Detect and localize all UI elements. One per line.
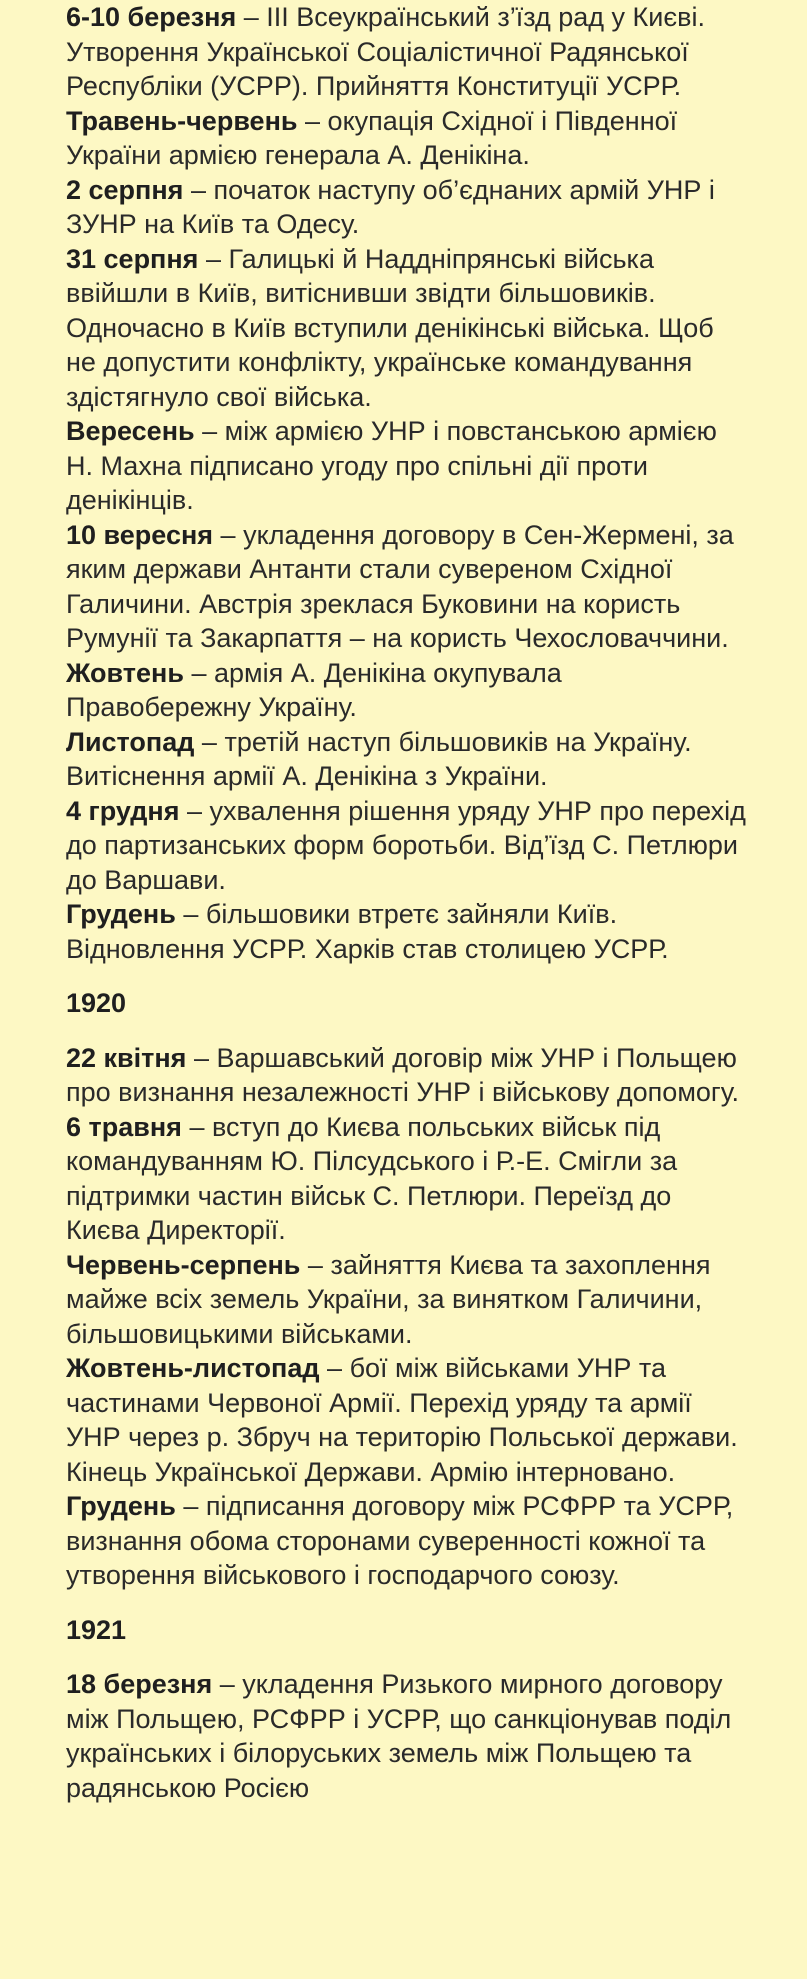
- timeline-entry: [66, 1248, 751, 1352]
- timeline-entry: [66, 1110, 751, 1248]
- entry-text: укладення Ризького мирного договору між Польщею, РСФРР і УСРР, що санкціонував поділ українських і білоруських земель між Польщею та радянською Росією: [66, 1669, 732, 1803]
- entry-separator: –: [205, 243, 221, 274]
- entry-text: між армією УНР і повстанською армією Н. Махна підписано угоду про спільні дії проти денікінців.: [66, 416, 717, 515]
- entry-text: окупація Східної і Південної України армією генерала А. Денікіна.: [66, 105, 678, 170]
- entry-separator: –: [305, 105, 321, 136]
- entry-date: 22 квітня: [66, 1042, 187, 1073]
- timeline-entry: [66, 173, 751, 242]
- entry-date: Жовтень-листопад: [66, 1353, 320, 1383]
- entry-separator: –: [183, 1491, 199, 1521]
- section-1919-continued: [66, 0, 751, 966]
- entry-text: зайняття Києва та захоплення майже всіх земель України, за винятком Галичини, більшовицькими військами.: [66, 1249, 711, 1349]
- entry-separator: –: [190, 174, 206, 205]
- entry-date: Вересень: [66, 416, 195, 446]
- entry-date: 10 вересня: [66, 519, 214, 550]
- entry-date: 2 серпня: [66, 174, 184, 205]
- timeline-entry: [66, 414, 751, 518]
- timeline-entry: [66, 1351, 751, 1489]
- entry-date: 31 серпня: [66, 243, 199, 274]
- entry-separator: –: [202, 416, 218, 446]
- entry-text: бої між військами УНР та частинами Червоної Армії. Перехід уряду та армії УНР через р. Збруч на територію Польської держави. Кінець Української Держави. Армію інтерновано.: [66, 1353, 738, 1487]
- section-1920: [66, 986, 751, 1593]
- entry-separator: –: [193, 1042, 209, 1073]
- timeline-entry: [66, 794, 751, 898]
- entry-separator: –: [186, 795, 202, 826]
- timeline-entry: [66, 897, 751, 966]
- entry-date: 18 березня: [66, 1669, 213, 1699]
- entry-date: 4 грудня: [66, 795, 180, 826]
- entry-separator: –: [189, 1111, 205, 1142]
- year-heading: 1920: [66, 988, 127, 1018]
- year-heading: 1921: [66, 1614, 127, 1645]
- timeline-entry: [66, 1041, 751, 1110]
- timeline-entry: [66, 518, 751, 656]
- entry-text: підписання договору між РСФРР та УСРР, визнання обома сторонами суверенності кожної та утворення військового і господарчого союзу.: [66, 1491, 734, 1590]
- entry-separator: –: [191, 657, 207, 688]
- entry-text: Варшавський договір між УНР і Польщею про визнання незалежності УНР і військову допомогу.: [66, 1042, 740, 1107]
- timeline-entry: [66, 104, 751, 173]
- timeline-entry: [66, 656, 751, 725]
- entry-date: Листопад: [66, 726, 195, 757]
- timeline-entry: [66, 725, 751, 794]
- entry-separator: –: [219, 1669, 235, 1699]
- section-1921: [66, 1613, 751, 1806]
- entry-text: вступ до Києва польських військ під командуванням Ю. Пілсудського і Р.-Е. Смігли за підтримки частин військ С. Петлюри. Переїзд до Києва Директорії.: [66, 1111, 678, 1245]
- entry-date: Жовтень: [66, 657, 184, 688]
- entry-text: Галицькі й Наддніпрянські війська ввійшли в Київ, витіснивши звідти більшовиків. Одночасно в Київ вступили денікінські війська. Щоб не допустити конфлікту, українське командування здістягнуло свої війська.: [66, 243, 714, 412]
- entry-separator: –: [201, 726, 217, 757]
- entry-text: армія А. Денікіна окупувала Правобережну Україну.: [66, 657, 562, 722]
- entry-date: 6 травня: [66, 1111, 182, 1142]
- entry-separator: –: [307, 1249, 323, 1280]
- entry-text: початок наступу об’єднаних армій УНР і ЗУНР на Київ та Одесу.: [66, 174, 715, 239]
- entry-date: Травень-червень: [66, 105, 298, 136]
- timeline-entry: [66, 1667, 751, 1805]
- entry-date: Грудень: [66, 1491, 176, 1521]
- timeline-entry: [66, 1489, 751, 1593]
- timeline-entry: [66, 242, 751, 415]
- entry-date: Грудень: [66, 899, 176, 929]
- timeline-entry: [66, 0, 751, 104]
- entry-text: ухвалення рішення уряду УНР про перехід до партизанських форм боротьби. Від’їзд С. Петлюри до Варшави.: [66, 795, 746, 895]
- entry-separator: –: [220, 519, 236, 550]
- entry-separator: –: [243, 2, 259, 32]
- entry-text: III Всеукраїнський з’їзд рад у Києві. Утворення Української Соціалістичної Радянської Республіки (УСРР). Прийняття Конституції УСРР.: [66, 2, 705, 101]
- entry-date: Червень-серпень: [66, 1249, 301, 1280]
- entry-separator: –: [183, 899, 199, 929]
- entry-text: укладення договору в Сен-Жермені, за яким держави Антанти стали сувереном Східної Галичини. Австрія зреклася Буковини на користь Румунії та Закарпаття – на користь Чехословаччини.: [66, 519, 734, 653]
- entry-separator: –: [327, 1353, 343, 1383]
- entry-date: 6-10 березня: [66, 2, 237, 32]
- entry-text: більшовики втретє зайняли Київ. Відновлення УСРР. Харків став столицею УСРР.: [66, 899, 669, 964]
- entry-text: третій наступ більшовиків на Україну. Витіснення армії А. Денікіна з України.: [66, 726, 692, 791]
